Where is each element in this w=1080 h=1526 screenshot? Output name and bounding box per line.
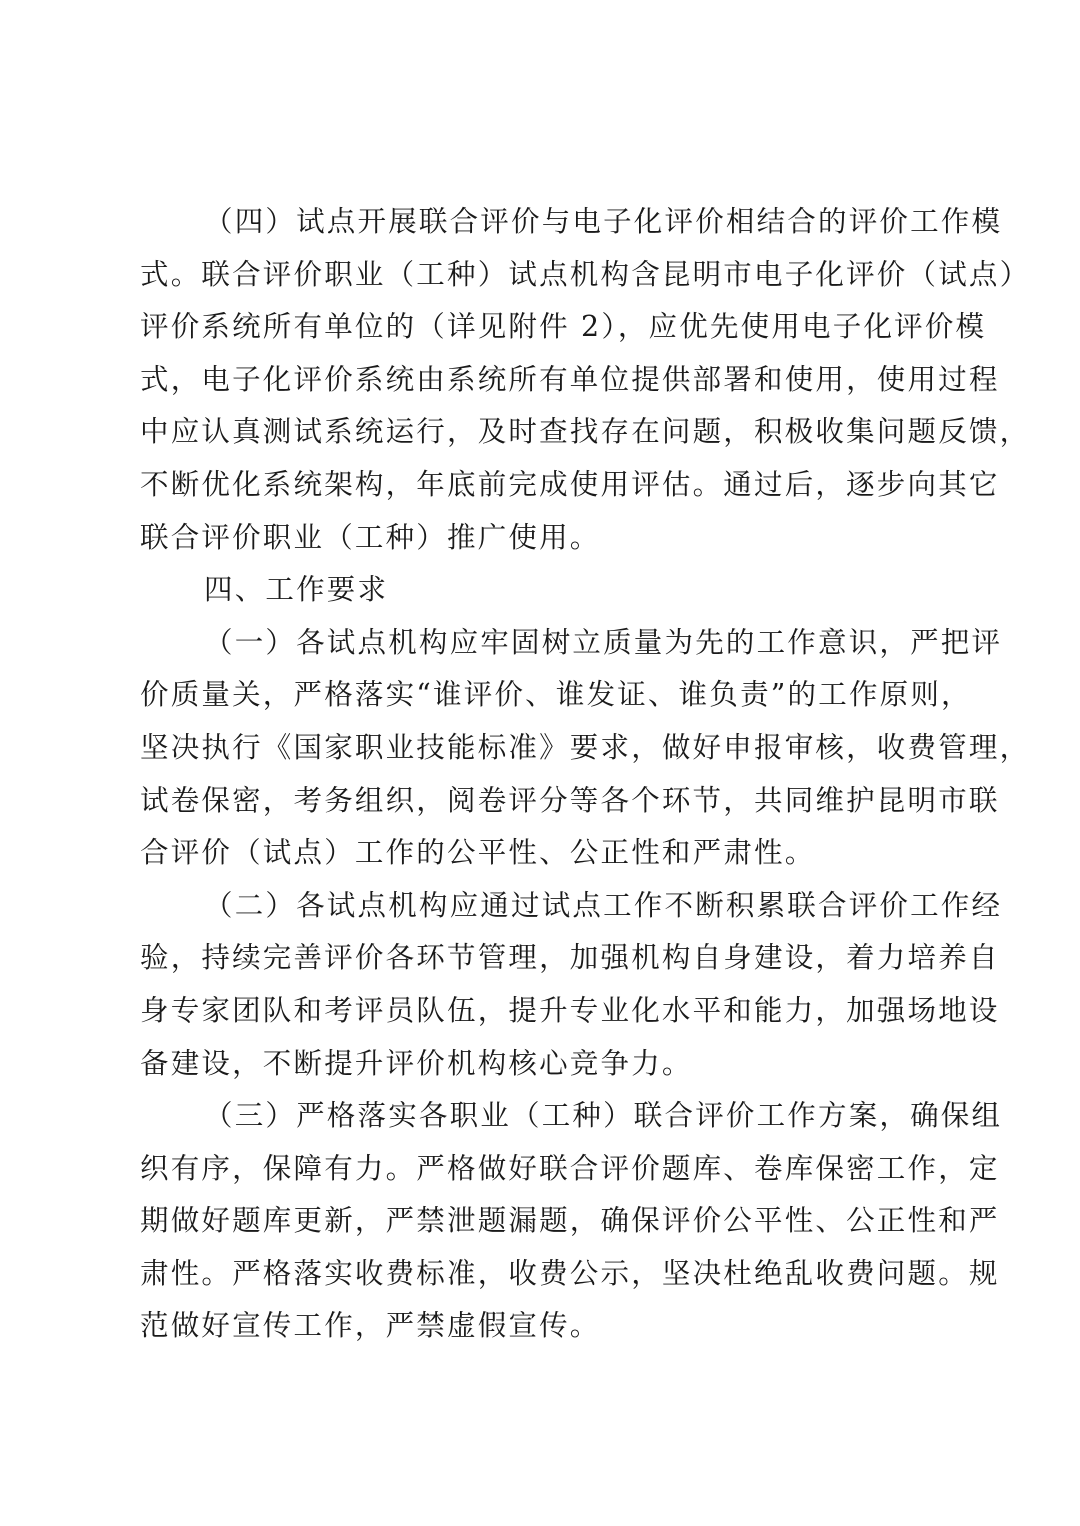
text-line: 价质量关，严格落实“谁评价、谁发证、谁负责”的工作原则， bbox=[140, 678, 972, 712]
text-line: 身专家团队和考评员队伍，提升专业化水平和能力，加强场地设 bbox=[140, 993, 1000, 1027]
text-line: 合评价（试点）工作的公平性、公正性和严肃性。 bbox=[140, 836, 816, 870]
text-line: 肃性。严格落实收费标准，收费公示，坚决杜绝乱收费问题。规 bbox=[140, 1256, 1000, 1290]
text-line: 不断优化系统架构，年底前完成使用评估。通过后，逐步向其它 bbox=[140, 467, 1000, 501]
text-line: 联合评价职业（工种）推广使用。 bbox=[140, 520, 601, 554]
text-line: （三）严格落实各职业（工种）联合评价工作方案，确保组 bbox=[204, 1099, 1003, 1133]
text-line: 式。联合评价职业（工种）试点机构含昆明市电子化评价（试点） bbox=[140, 257, 1031, 291]
text-line: 式，电子化评价系统由系统所有单位提供部署和使用，使用过程 bbox=[140, 362, 1000, 396]
text-line: 期做好题库更新，严禁泄题漏题，确保评价公平性、公正性和严 bbox=[140, 1204, 1000, 1238]
paragraph-requirement-1 bbox=[140, 617, 1031, 880]
text-line: 中应认真测试系统运行，及时查找存在问题，积极收集问题反馈， bbox=[140, 415, 1031, 449]
section-heading-work-requirements bbox=[140, 564, 940, 617]
text-line: 验，持续完善评价各环节管理，加强机构自身建设，着力培养自 bbox=[140, 941, 1000, 975]
paragraph-requirement-2 bbox=[140, 880, 1003, 1090]
paragraph-pilot-model bbox=[140, 196, 1031, 564]
text-line: 范做好宣传工作，严禁虚假宣传。 bbox=[140, 1309, 601, 1343]
text-line: （二）各试点机构应通过试点工作不断积累联合评价工作经 bbox=[204, 888, 1003, 922]
text-line: 织有序，保障有力。严格做好联合评价题库、卷库保密工作，定 bbox=[140, 1151, 1000, 1185]
section-heading: 四、工作要求 bbox=[204, 573, 389, 607]
text-line: 试卷保密，考务组织，阅卷评分等各个环节，共同维护昆明市联 bbox=[140, 783, 1000, 817]
document-body bbox=[140, 196, 1031, 1353]
text-line: 评价系统所有单位的（详见附件 2），应优先使用电子化评价模 bbox=[140, 310, 987, 344]
paragraph-requirement-3 bbox=[140, 1090, 1003, 1353]
text-line: 坚决执行《国家职业技能标准》要求，做好申报审核，收费管理， bbox=[140, 730, 1031, 764]
text-line: 备建设，不断提升评价机构核心竞争力。 bbox=[140, 1046, 693, 1080]
text-line: （一）各试点机构应牢固树立质量为先的工作意识，严把评 bbox=[204, 625, 1003, 659]
text-line: （四）试点开展联合评价与电子化评价相结合的评价工作模 bbox=[204, 205, 1003, 238]
